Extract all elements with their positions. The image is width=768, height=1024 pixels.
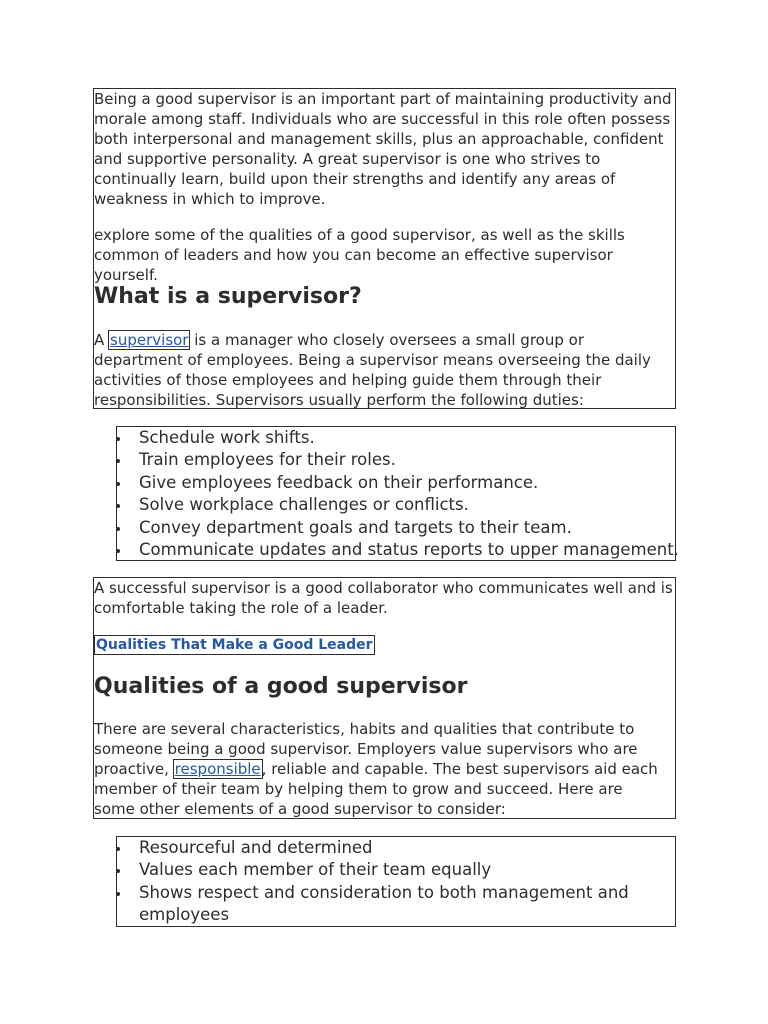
list-item: Convey department goals and targets to their team. <box>117 517 679 539</box>
definition-text: is a manager who closely oversees a small group or department of employees. Being a supervisor means overseeing the daily activities of those employees and helping guide them through their responsibilities. Supervisors usually perform the following duties: <box>94 331 651 409</box>
bullet-icon <box>116 549 120 553</box>
bullet-icon <box>116 459 120 463</box>
list-item: Train employees for their roles. <box>117 449 679 471</box>
bullet-icon <box>116 847 120 851</box>
list-item: Give employees feedback on their performance. <box>117 472 679 494</box>
explore-paragraph: explore some of the qualities of a good supervisor, as well as the skills common of leaders and how you can become an effective supervisor yourself. <box>94 226 625 284</box>
duties-list-box <box>116 426 679 561</box>
intro-section <box>93 88 676 409</box>
list-item: Resourceful and determined <box>117 837 637 859</box>
intro-paragraph: Being a good supervisor is an important part of maintaining productivity and morale among staff. Individuals who are successful in this role often possess both interpersonal and management skills, plus an approachable, confident and supportive personality. A great supervisor is one who strives to continually learn, build upon their strengths and identify any areas of weakness in which to improve. <box>94 90 672 208</box>
elements-list <box>117 837 637 927</box>
collaborator-paragraph: A successful supervisor is a good collaborator who communicates well and is comfortable taking the role of a leader. <box>94 579 673 617</box>
bullet-icon <box>116 892 120 896</box>
bullet-icon <box>116 437 120 441</box>
section-heading-qualities: Qualities of a good supervisor <box>94 674 468 699</box>
responsible-link[interactable]: responsible <box>174 760 261 778</box>
bullet-icon <box>116 482 120 486</box>
qualities-section <box>93 577 676 819</box>
elements-list-box <box>116 836 676 927</box>
definition-prefix: A <box>94 331 110 349</box>
definition-paragraph <box>94 330 676 410</box>
bullet-icon <box>116 527 120 531</box>
list-item: Shows respect and consideration to both management and employees <box>117 882 637 927</box>
section-heading-what-is: What is a supervisor? <box>94 284 362 309</box>
list-item: Values each member of their team equally <box>117 859 637 881</box>
qualities-paragraph <box>94 719 664 819</box>
list-item: Schedule work shifts. <box>117 427 679 449</box>
leader-qualities-link[interactable]: Qualities That Make a Good Leader <box>96 637 373 653</box>
qualities-prefix: There are several characteristics, habits and qualities that contribute to someone being a good supervisor. Employers value supervisors who are proactive, <box>94 720 638 778</box>
qualities-text: , reliable and capable. The best supervisors aid each member of their team by helping them to grow and succeed. Here are some other elements of a good supervisor to consider: <box>94 760 658 818</box>
bullet-icon <box>116 869 120 873</box>
supervisor-link[interactable]: supervisor <box>110 331 189 349</box>
list-item: Solve workplace challenges or conflicts. <box>117 494 679 516</box>
bullet-icon <box>116 504 120 508</box>
duties-list <box>117 427 679 561</box>
list-item: Communicate updates and status reports to upper management. <box>117 539 679 561</box>
